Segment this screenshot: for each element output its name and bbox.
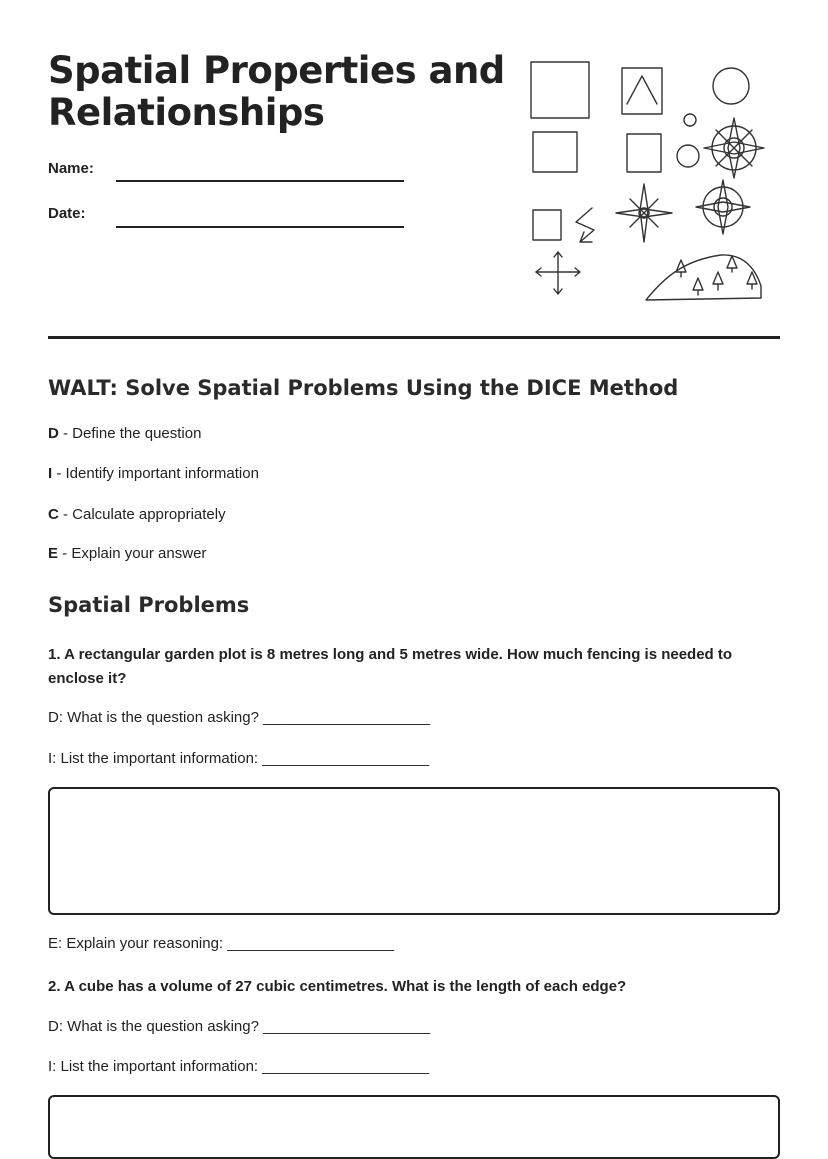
square-shape <box>622 68 662 114</box>
problem-2-question: 2. A cube has a volume of 27 cubic centimetres. What is the length of each edge? <box>48 978 627 995</box>
worksheet-page <box>48 0 780 1118</box>
problem-1-identify-prompt: I: List the important information: ____________________ <box>48 750 430 767</box>
square-shape <box>627 134 661 172</box>
dice-step-c <box>48 506 226 523</box>
problem-2-calculation-box[interactable] <box>48 1095 780 1159</box>
page-title: Spatial Properties and Relationships <box>48 49 505 134</box>
cross-arrows-icon <box>536 252 580 294</box>
dice-letter: C <box>48 506 59 523</box>
name-line <box>116 180 404 182</box>
problem-2-define-prompt: D: What is the question asking? ____________________ <box>48 1018 430 1035</box>
triangle-shape <box>627 76 657 104</box>
compass-star-icon <box>616 184 672 242</box>
problem-1-question: 1. A rectangular garden plot is 8 metres long and 5 metres wide. How much fencing is needed to enclose it? <box>48 646 733 687</box>
circle-shape <box>713 68 749 104</box>
section-divider <box>48 336 780 339</box>
date-line <box>116 226 404 228</box>
shapes-illustration <box>526 50 776 310</box>
problem-2-identify-prompt: I: List the important information: ____________________ <box>48 1058 430 1075</box>
dice-step-e <box>48 545 206 562</box>
date-label: Date: <box>48 205 86 222</box>
problem-1-define-prompt: D: What is the question asking? ____________________ <box>48 709 430 726</box>
dice-letter: D <box>48 425 59 442</box>
walt-heading: WALT: Solve Spatial Problems Using the DICE Method <box>48 376 679 400</box>
dice-text: - Calculate appropriately <box>58 506 226 523</box>
dice-letter: I <box>48 465 53 482</box>
dice-text: - Explain your answer <box>58 545 207 562</box>
hill-trees-icon <box>646 255 761 300</box>
compass-rose-icon <box>704 118 764 178</box>
dice-text: - Define the question <box>58 425 202 442</box>
dice-text: - Identify important information <box>52 465 259 482</box>
square-shape <box>533 210 561 240</box>
dice-step-i <box>48 465 259 482</box>
problem-1-explain-prompt: E: Explain your reasoning: ____________________ <box>48 935 395 952</box>
name-label: Name: <box>48 160 94 177</box>
problem-1-calculation-box[interactable] <box>48 787 780 915</box>
square-shape <box>531 62 589 118</box>
dice-step-d <box>48 425 201 442</box>
problems-heading: Spatial Problems <box>48 593 250 617</box>
circle-shape <box>684 114 696 126</box>
arrow-icon <box>576 208 594 242</box>
compass-rose-icon <box>696 180 750 234</box>
dice-letter: E <box>48 545 59 562</box>
circle-shape <box>677 145 699 167</box>
square-shape <box>533 132 577 172</box>
